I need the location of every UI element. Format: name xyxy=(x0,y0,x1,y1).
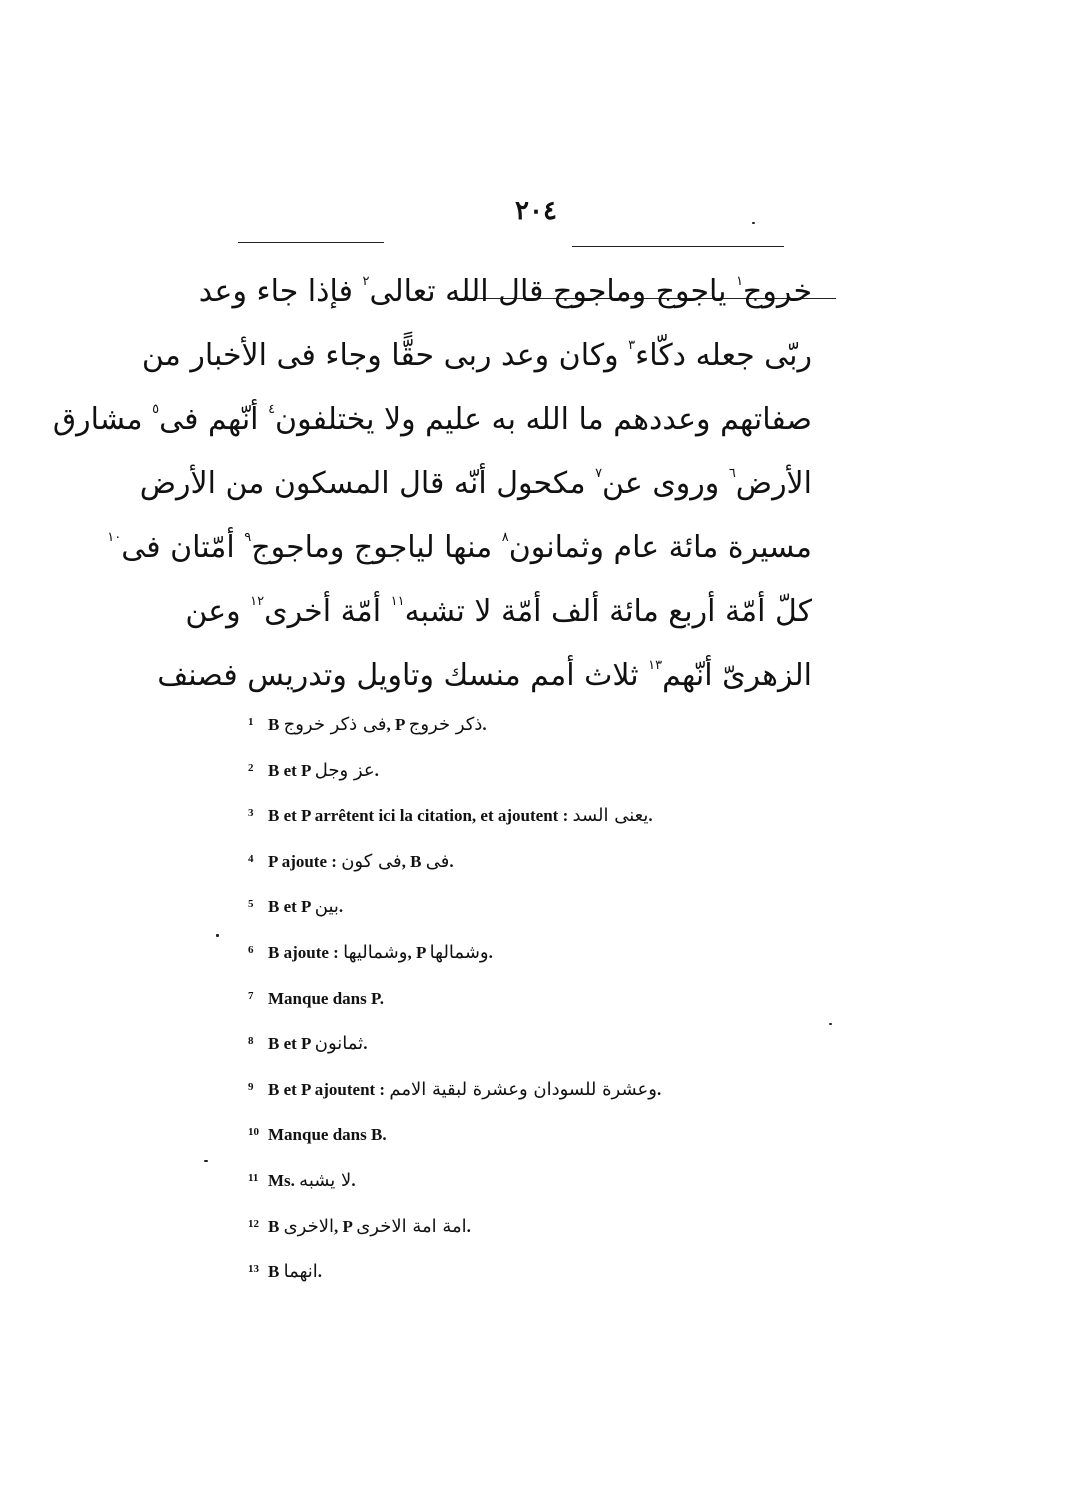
arabic-variant: وشماليها xyxy=(343,941,408,963)
footnote-text: , P xyxy=(334,1216,357,1236)
footnote xyxy=(248,928,808,974)
arabic-variant: امة امة الاخرى xyxy=(356,1215,467,1237)
text-segment: مكحول أنّه قال المسكون من الأرض xyxy=(139,466,596,501)
text-segment: أمّتان فى xyxy=(121,530,245,565)
footnote-text: Manque dans P. xyxy=(268,988,385,1008)
text-segment: فإذا جاء وعد xyxy=(198,274,363,309)
footnote-text: . xyxy=(656,1079,662,1099)
text-segment: أمّة أخرى xyxy=(264,594,391,629)
footnote-ref: ٥ xyxy=(152,402,160,417)
footnote-number: 1 xyxy=(248,716,254,728)
arabic-variant: فى ذكر خروج xyxy=(283,714,387,735)
arabic-variant: وعشرة للسودان وعشرة لبقية الامم xyxy=(389,1078,657,1100)
footnote xyxy=(248,746,808,792)
footnote-number: 3 xyxy=(248,807,254,820)
arabic-variant: انهما xyxy=(283,1261,318,1283)
footnote-text: Manque dans B. xyxy=(268,1125,387,1145)
arabic-variant: فى xyxy=(425,850,450,872)
footnote xyxy=(248,1065,808,1111)
footnote-number: 11 xyxy=(248,1171,259,1184)
footnote-ref: ٦ xyxy=(728,466,736,481)
footnote-number: 10 xyxy=(248,1126,259,1139)
footnote xyxy=(248,1156,808,1202)
footnote-text: , P xyxy=(407,942,430,962)
text-segment: منها لياجوج وماجوج xyxy=(251,530,502,565)
text-segment: وعن xyxy=(185,594,251,629)
arabic-variant: لا يشبه xyxy=(299,1169,352,1191)
footnote-number: 13 xyxy=(248,1263,259,1276)
footnote-text: . xyxy=(351,1170,356,1190)
speck xyxy=(204,1160,208,1162)
footnote-ref: ٩ xyxy=(244,530,252,545)
footnote xyxy=(248,974,808,1020)
footnote-text: B et P xyxy=(268,897,315,917)
footnote-ref: ١٣ xyxy=(648,658,663,673)
footnote-number: 8 xyxy=(248,1035,254,1048)
footnote-number: 6 xyxy=(248,943,254,956)
arabic-variant: وشمالها xyxy=(429,941,489,963)
footnote-text: . xyxy=(363,1034,368,1054)
footnote-ref: ١١ xyxy=(390,594,405,609)
text-line xyxy=(52,378,812,442)
footnote xyxy=(248,700,808,746)
footnote-number: 4 xyxy=(248,852,254,865)
footnote-text: . xyxy=(449,851,454,871)
text-segment: مشارق xyxy=(52,402,153,437)
text-segment: كلّ أمّة أربع مائة ألف أمّة لا تشبه xyxy=(404,594,812,629)
footnote-text: B xyxy=(268,1262,284,1282)
overline-rule-1 xyxy=(238,242,384,243)
footnote-text: . xyxy=(488,942,493,962)
footnote-ref: ٨ xyxy=(501,530,509,545)
footnote-text: B ajoute : xyxy=(268,942,344,962)
footnote-text: B et P xyxy=(268,760,315,780)
text-segment: مسيرة مائة عام وثمانون xyxy=(508,530,812,565)
main-text xyxy=(52,250,812,698)
text-line xyxy=(139,442,812,506)
footnotes xyxy=(248,700,808,1293)
footnote-text: P ajoute : xyxy=(268,851,342,871)
arabic-variant: الاخرى xyxy=(283,1215,335,1237)
text-line xyxy=(198,250,812,314)
footnote-ref: ٣ xyxy=(628,338,636,353)
footnote-text: , P xyxy=(386,715,409,734)
speck xyxy=(216,934,219,937)
arabic-variant: بين xyxy=(314,896,339,918)
footnote xyxy=(248,837,808,883)
text-line xyxy=(157,634,812,698)
footnote-number: 2 xyxy=(248,761,254,774)
text-segment: ربّى جعله دكّاء xyxy=(635,338,812,373)
footnote-number: 5 xyxy=(248,898,254,911)
footnote-text: B et P arrêtent ici la citation, et ajoutent : xyxy=(268,806,573,826)
footnote-number: 12 xyxy=(248,1217,259,1230)
speck xyxy=(752,222,755,224)
footnote-text: . xyxy=(374,760,379,780)
footnote-text: . xyxy=(482,715,487,734)
footnote-ref: ١٠ xyxy=(107,530,122,545)
text-line xyxy=(185,570,812,634)
arabic-variant: فى كون xyxy=(341,850,402,872)
footnote-text: . xyxy=(466,1216,471,1236)
footnote-text: B et P xyxy=(268,1034,315,1054)
text-segment: صفاتهم وعددهم ما الله به عليم ولا يختلفون xyxy=(275,402,812,437)
arabic-variant: ذكر خروج xyxy=(408,714,483,735)
text-segment: أنّهم فى xyxy=(159,402,269,437)
page-number: ٢٠٤ xyxy=(515,196,557,226)
text-segment: الزهرىّ أنّهم xyxy=(662,658,812,693)
footnote-number: 9 xyxy=(248,1080,254,1093)
arabic-variant: يعنى السد xyxy=(572,805,649,827)
overline-rule-2 xyxy=(572,246,784,247)
footnote-text: . xyxy=(317,1262,323,1282)
text-segment: ياجوج وماجوج قال الله تعالى xyxy=(369,274,737,309)
footnote-text: B et P ajoutent : xyxy=(268,1079,390,1099)
text-segment: الأرض xyxy=(735,466,812,501)
arabic-variant: عز وجل xyxy=(314,759,375,781)
footnote-text: B xyxy=(268,1216,284,1236)
text-line xyxy=(107,506,812,570)
footnote xyxy=(248,791,808,837)
footnote-ref: ٢ xyxy=(362,274,370,289)
speck xyxy=(829,1023,832,1025)
text-segment: وكان وعد ربى حقًّا وجاء فى الأخبار من xyxy=(141,338,629,373)
footnote-text: . xyxy=(648,806,653,826)
arabic-variant: ثمانون xyxy=(314,1033,364,1055)
text-line xyxy=(141,314,812,378)
footnote-ref: ١٢ xyxy=(250,594,265,609)
footnote-text: , B xyxy=(401,851,426,871)
footnote xyxy=(248,1110,808,1156)
footnote xyxy=(248,1247,808,1293)
text-segment: ثلاث أمم منسك وتاويل وتدريس فصنف xyxy=(157,658,649,693)
footnote-ref: ٧ xyxy=(595,466,603,481)
footnote xyxy=(248,1202,808,1248)
footnote-ref: ٤ xyxy=(268,402,276,417)
footnote xyxy=(248,882,808,928)
footnote-text: . xyxy=(338,897,344,917)
text-segment: خروج xyxy=(743,274,812,309)
footnote-text: B xyxy=(268,715,284,734)
text-segment: وروى عن xyxy=(602,466,729,501)
footnote-number: 7 xyxy=(248,989,254,1002)
footnote-ref: ١ xyxy=(736,274,744,289)
footnote xyxy=(248,1019,808,1065)
footnote-text: Ms. xyxy=(268,1170,300,1190)
